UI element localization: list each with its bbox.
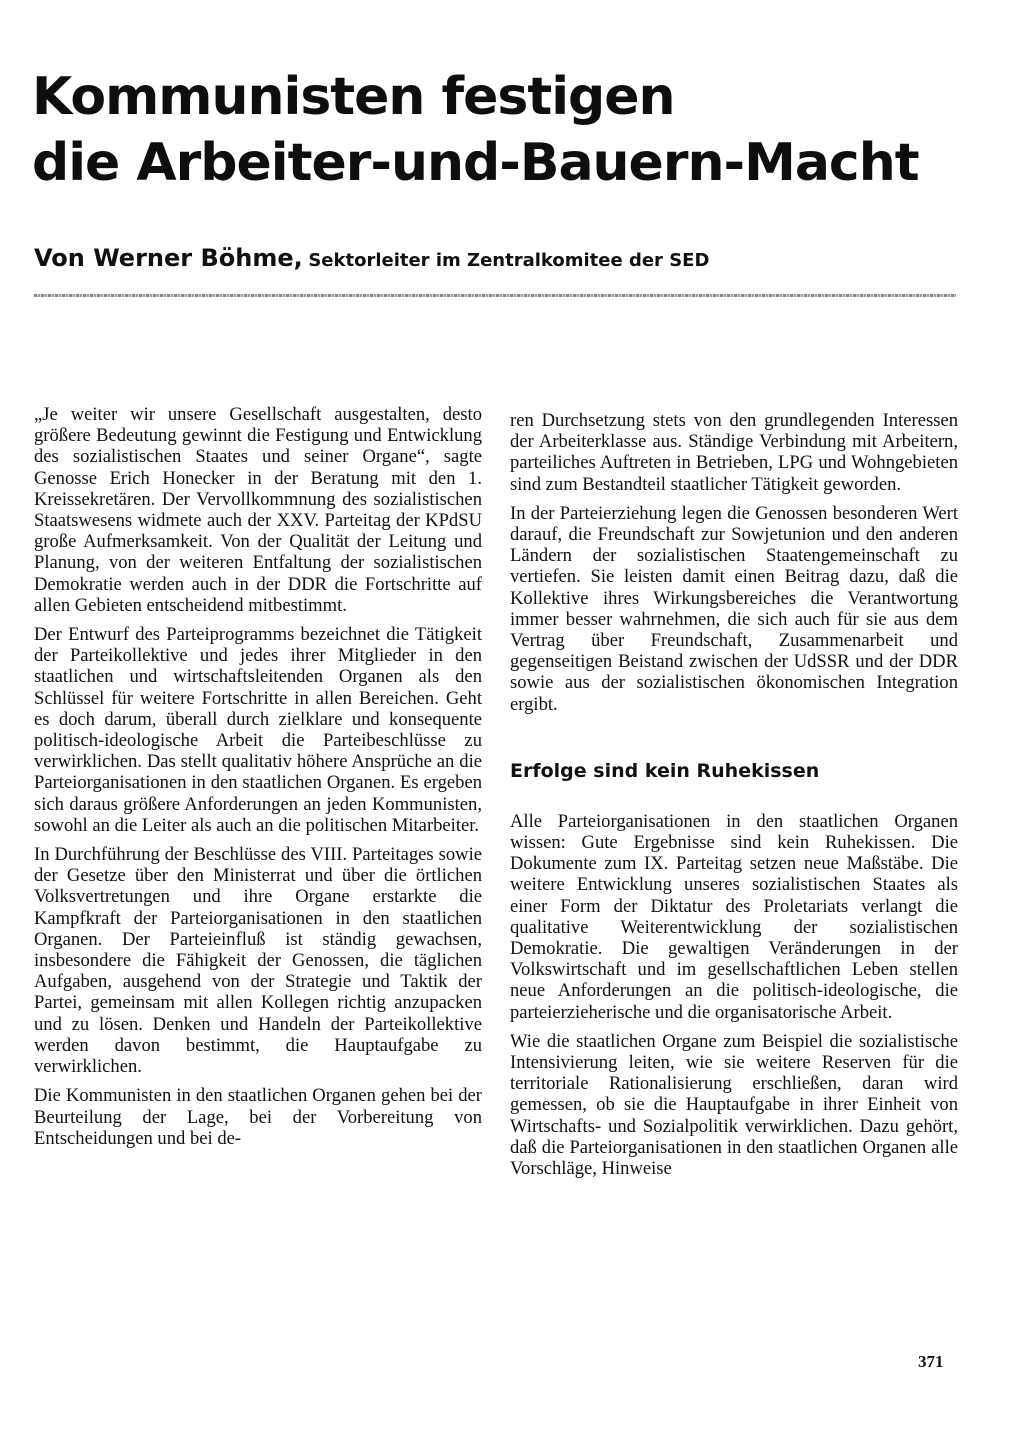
title-line-1: Kommunisten festigen [32,67,675,127]
paragraph: „Je weiter wir unsere Gesellschaft ausgestalten, desto größere Bedeutung gewinnt die Festigung und Entwicklung des sozialistischen Staates und seiner Organe“, sagte Genosse Erich Honecker in der Beratung mit den 1. Kreissekretären. Der Vervollkommnung des sozialistischen Staatswesens widmete auch der XXV. Parteitag der KPdSU große Aufmerksamkeit. Von der Qualität der Leitung und Planung, von der weiteren Entfaltung der sozialistischen Demokratie werden auch in der DDR die Fortschritte auf allen Gebieten entscheidend mitbestimmt. [34,404,482,616]
paragraph: Die Kommunisten in den staatlichen Organen gehen bei der Beurteilung der Lage, bei der Vorbereitung von Entscheidungen und bei de- [34,1085,482,1149]
article-title [32,64,992,196]
paragraph: In Durchführung der Beschlüsse des VIII. Parteitages sowie der Gesetze über den Ministerrat und über die örtlichen Volksvertretungen und ihre Organe erstarkte die Kampfkraft der Parteiorganisationen in den staatlichen Organen. Der Parteieinfluß ist ständig gewachsen, insbesondere die Fähigkeit der Genossen, die täglichen Aufgaben, ausgehend von der Strategie und Taktik der Partei, gemeinsam mit allen Kollegen richtig anzupacken und zu lösen. Denken und Handeln der Parteikollektive werden davon bestimmt, die Hauptaufgabe zu verwirklichen. [34,844,482,1078]
paragraph: Wie die staatlichen Organe zum Beispiel die sozialistische Intensivierung leiten, wie sie weitere Reserven für die territoriale Rationalisierung erschließen, daran wird gemessen, ob sie die Hauptaufgabe in ihrer Einheit von Wirtschafts- und Sozialpolitik verwirklichen. Dazu gehört, daß die Parteiorganisationen in den staatlichen Organen alle Vorschläge, Hinweise [510,1030,958,1180]
paragraph: Alle Parteiorganisationen in den staatlichen Organen wissen: Gute Ergebnisse sind kein Ruhekissen. Die Dokumente zum IX. Parteitag setzen neue Maßstäbe. Die weitere Entwicklung unseres sozialistischen Staates als einer Form der Diktatur des Proletariats verlangt die qualitative Weiterentwicklung der sozialistischen Demokratie. Die gewaltigen Veränderungen in der Volkswirtschaft und im gesellschaftlichen Leben stellen neue Anforderungen an die politisch-ideologische, die parteierzieherische und die organisatorische Arbeit. [510,810,958,1023]
paragraph: Der Entwurf des Parteiprogramms bezeichnet die Tätigkeit der Parteikollektive und jedes ihrer Mitglieder in den staatlichen und wirtschaftsleitenden Organen als den Schlüssel für weitere Fortschritte in allen Bereichen. Geht es doch darum, überall durch zielklare und konsequente politisch-ideologische Arbeit die Parteibeschlüsse zu verwirklichen. Das stellt qualitativ höhere Ansprüche an die Parteiorganisationen in den staatlichen Organen. Es ergeben sich daraus größere Anforderungen an jeden Kommunisten, sowohl an die Leiter als auch an die politischen Mitarbeiter. [34,624,482,836]
left-column [34,404,482,1149]
paragraph: ren Durchsetzung stets von den grundlegenden Interessen der Arbeiterklasse aus. Ständige Verbindung mit Arbeitern, parteiliches Auftreten in Betrieben, LPG und Wohngebieten sind zum Bestandteil staatlicher Tätigkeit geworden. [510,410,958,495]
decorative-rule [34,294,956,297]
title-line-2: die Arbeiter-und-Bauern-Macht [32,133,919,193]
section-heading: Erfolge sind kein Ruhekissen [510,759,820,782]
page-number: 371 [918,1352,944,1371]
paragraph: In der Parteierziehung legen die Genossen besonderen Wert darauf, die Freundschaft zur Sowjetunion und den anderen Ländern der sozialistischen Staatengemeinschaft zu vertiefen. Sie leisten damit einen Beitrag dazu, daß die Kollektive ihres Wirkungsbereiches die Verantwortung immer besser wahrnehmen, die sich auch für sie aus dem Vertrag über Freundschaft, Zusammenarbeit und gegenseitigen Beistand zwischen der UdSSR und der DDR sowie aus der sozialistischen ökonomischen Integration ergibt. [510,502,958,715]
byline-role: Sektorleiter im Zentralkomitee der SED [308,250,710,271]
right-column [510,410,958,1179]
byline-author: Von Werner Böhme, [34,244,303,272]
byline [34,244,709,272]
